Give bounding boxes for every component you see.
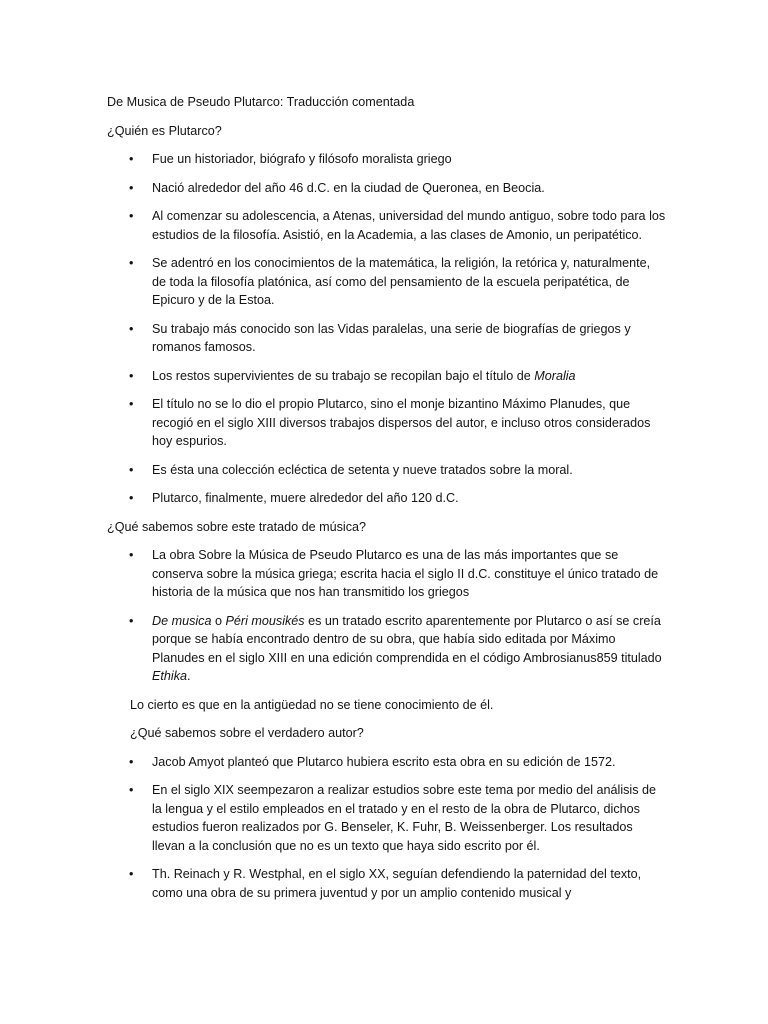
bullet-icon: •	[129, 613, 134, 628]
bullet-icon: •	[129, 397, 134, 411]
bullet-icon: •	[129, 256, 134, 270]
list-item: • Jacob Amyot planteó que Plutarco hubiera escrito esta obra en su edición de 1572.	[107, 753, 667, 772]
list-item: • En el siglo XIX seempezaron a realizar estudios sobre este tema por medio del análisis de la lengua y el estilo empleados en el tratado y en el resto de la obra de Plutarco, dichos estudios fueron realizados por G. Benseler, K. Fuhr, B. Weissenberger. Los resultados llevan a la conclusión que no es un texto que haya sido escrito por él.	[129, 783, 657, 853]
list-item: • Th. Reinach y R. Westphal, en el siglo XX, seguían defendiendo la paternidad del texto, como una obra de su primera juventud y por un amplio contenido musical y	[129, 867, 642, 900]
list-item: • Es ésta una colección ecléctica de setenta y nueve tratados sobre la moral.	[107, 461, 667, 480]
list-item: • El título no se lo dio el propio Plutarco, sino el monje bizantino Máximo Planudes, que recogió en el siglo XIII diversos trabajos dispersos del autor, e incluso otros considerados hoy espurios.	[129, 397, 651, 448]
bullet-icon: •	[129, 491, 134, 505]
bullet-list-tratado	[107, 546, 667, 686]
peri-mousikes-title: Péri mousikés	[225, 613, 305, 628]
list-item: • Se adentró en los conocimientos de la matemática, la religión, la retórica y, naturalmente, de toda la filosofía platónica, así como del pensamiento de la escuela peripatética, de Epicuro y de la Estoa.	[129, 256, 651, 307]
bullet-icon: •	[129, 180, 134, 195]
bullet-icon: •	[129, 867, 134, 881]
bullet-icon: •	[129, 209, 134, 223]
bullet-icon: •	[129, 152, 134, 166]
list-item: • Plutarco, finalmente, muere alrededor del año 120 d.C.	[107, 489, 667, 508]
bullet-icon: •	[129, 754, 134, 769]
section-heading-quien: ¿Quién es Plutarco?	[107, 123, 222, 138]
list-item: • Su trabajo más conocido son las Vidas paralelas, una serie de biografías de griegos y romanos famosos.	[129, 321, 631, 354]
list-item: • De musica o Péri mousikés es un tratado escrito aparentemente por Plutarco o así se creía porque se había encontrado dentro de su obra, que había sido editada por Máximo Planudes en el siglo XIII en una edición comprendida en el código Ambrosianus859 titulado Ethika.	[129, 613, 662, 683]
ethika-title: Ethika	[152, 669, 188, 683]
document-title: De Musica de Pseudo Plutarco: Traducción comentada	[107, 95, 415, 109]
bullet-icon: •	[129, 368, 134, 383]
list-item: • Fue un historiador, biógrafo y filósofo moralista griego	[107, 150, 667, 169]
de-musica-title: De musica	[152, 613, 212, 628]
bullet-icon: •	[129, 548, 134, 562]
bullet-icon: •	[129, 783, 134, 797]
bullet-icon: •	[129, 462, 134, 477]
note-paragraph: Lo cierto es que en la antigüedad no se tiene conocimiento de él.	[130, 697, 494, 712]
bullet-list-plutarco	[107, 150, 667, 508]
list-item: • Nació alrededor del año 46 d.C. en la ciudad de Queronea, en Beocia.	[107, 179, 667, 198]
list-item: • La obra Sobre la Música de Pseudo Plutarco es una de las más importantes que se conserva sobre la música griega; escrita hacia el siglo II d.C. constituye el único tratado de historia de la música que nos han transmitido los griegos	[129, 548, 659, 599]
section-heading-autor: ¿Qué sabemos sobre el verdadero autor?	[130, 726, 364, 740]
moralia-title: Moralia	[534, 368, 576, 383]
document-body	[107, 93, 667, 912]
bullet-list-autor	[107, 753, 667, 903]
list-item: • Los restos supervivientes de su trabajo se recopilan bajo el título de Moralia	[107, 367, 667, 386]
section-heading-tratado: ¿Qué sabemos sobre este tratado de música?	[107, 519, 367, 534]
list-item: • Al comenzar su adolescencia, a Atenas, universidad del mundo antiguo, sobre todo para los estudios de la filosofía. Asistió, en la Academia, a las clases de Amonio, un peripatético.	[129, 209, 666, 242]
bullet-icon: •	[129, 321, 134, 336]
